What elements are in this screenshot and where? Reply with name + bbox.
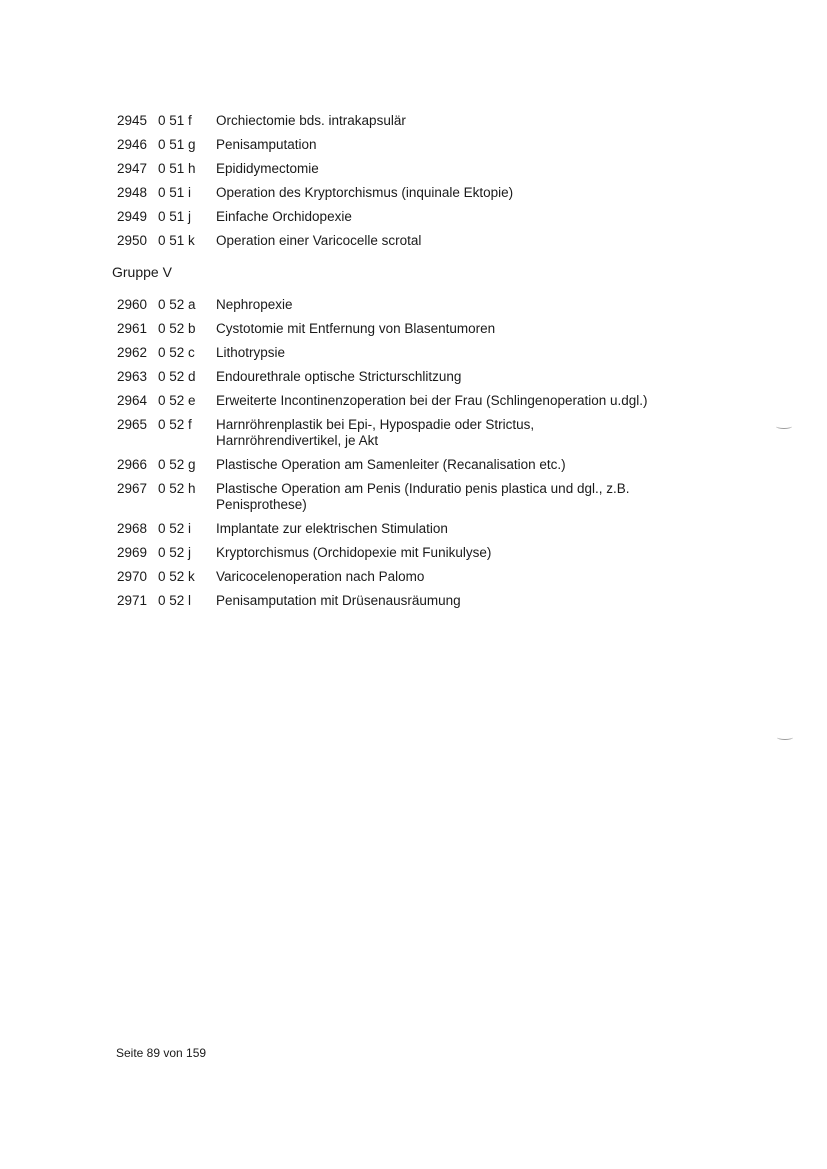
- page-number: Seite 89 von 159: [116, 1046, 207, 1060]
- item-number: 2963: [117, 369, 148, 384]
- item-description: [216, 481, 686, 513]
- item-code: 0 52 i: [158, 521, 192, 536]
- item-code: 0 52 l: [158, 593, 192, 608]
- item-number: 2946: [117, 137, 148, 152]
- item-description: Varicocelenoperation nach Palomo: [216, 569, 425, 584]
- item-number: 2950: [117, 233, 148, 248]
- item-description: Epididymectomie: [216, 161, 319, 176]
- item-number: 2966: [117, 457, 148, 472]
- item-code: 0 52 k: [158, 569, 195, 584]
- item-description: [216, 417, 686, 449]
- item-description-line: Plastische Operation am Penis (Induratio penis plastica und dgl., z.B.: [216, 481, 630, 496]
- item-description: Operation einer Varicocelle scrotal: [216, 233, 422, 248]
- group-heading: Gruppe V: [112, 264, 172, 280]
- item-code: 0 51 f: [158, 113, 192, 128]
- item-number: 2945: [117, 113, 148, 128]
- item-description: Implantate zur elektrischen Stimulation: [216, 521, 448, 536]
- item-description: Kryptorchismus (Orchidopexie mit Funikulyse): [216, 545, 492, 560]
- item-code: 0 51 k: [158, 233, 195, 248]
- item-number: 2965: [117, 417, 148, 432]
- item-code: 0 51 i: [158, 185, 192, 200]
- item-description: Plastische Operation am Samenleiter (Recanalisation etc.): [216, 457, 566, 472]
- item-code: 0 52 d: [158, 369, 196, 384]
- item-code: 0 51 h: [158, 161, 196, 176]
- item-description: Penisamputation: [216, 137, 317, 152]
- item-description: Einfache Orchidopexie: [216, 209, 352, 224]
- item-number: 2949: [117, 209, 148, 224]
- item-code: 0 52 j: [158, 545, 192, 560]
- item-number: 2971: [117, 593, 148, 608]
- item-number: 2964: [117, 393, 148, 408]
- item-number: 2969: [117, 545, 148, 560]
- item-number: 2968: [117, 521, 148, 536]
- item-description-line: Harnröhrendivertikel, je Akt: [216, 433, 379, 448]
- item-description-line: Penisprothese): [216, 497, 307, 512]
- item-number: 2970: [117, 569, 148, 584]
- item-code: 0 52 c: [158, 345, 195, 360]
- item-code: 0 52 a: [158, 297, 196, 312]
- item-number: 2960: [117, 297, 148, 312]
- scan-mark: [776, 424, 792, 429]
- item-number: 2948: [117, 185, 148, 200]
- scan-mark: [777, 735, 793, 740]
- item-description: Cystotomie mit Entfernung von Blasentumoren: [216, 321, 496, 336]
- item-code: 0 52 h: [158, 481, 196, 496]
- item-description: Lithotrypsie: [216, 345, 286, 360]
- item-description: Orchiectomie bds. intrakapsulär: [216, 113, 406, 128]
- item-code: 0 51 g: [158, 137, 196, 152]
- item-code: 0 52 e: [158, 393, 196, 408]
- item-description: Endourethrale optische Stricturschlitzung: [216, 369, 462, 384]
- item-number: 2947: [117, 161, 148, 176]
- item-description: Penisamputation mit Drüsenausräumung: [216, 593, 461, 608]
- item-description-line: Harnröhrenplastik bei Epi-, Hypospadie oder Strictus,: [216, 417, 535, 432]
- item-code: 0 52 b: [158, 321, 196, 336]
- item-description: Erweiterte Incontinenzoperation bei der Frau (Schlingenoperation u.dgl.): [216, 393, 648, 408]
- item-description: Operation des Kryptorchismus (inquinale Ektopie): [216, 185, 514, 200]
- item-code: 0 51 j: [158, 209, 192, 224]
- item-number: 2962: [117, 345, 148, 360]
- item-number: 2961: [117, 321, 148, 336]
- item-code: 0 52 f: [158, 417, 192, 432]
- item-code: 0 52 g: [158, 457, 196, 472]
- item-number: 2967: [117, 481, 148, 496]
- item-description: Nephropexie: [216, 297, 293, 312]
